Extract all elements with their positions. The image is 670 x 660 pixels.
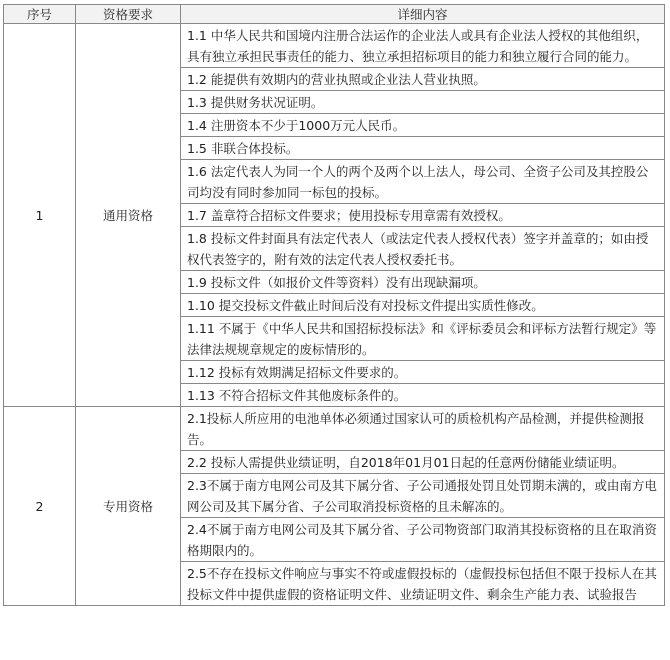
header-index: 序号 [4,5,76,24]
row-qualification: 通用资格 [76,24,181,407]
detail-item: 2.3不属于南方电网公司及其下属分省、子公司通报处罚且处罚期未满的，或由南方电网公司及其下属分省、子公司取消投标资格的且未解冻的。 [181,474,664,518]
table-row [4,407,665,606]
detail-item: 1.3 提供财务状况证明。 [181,91,664,114]
detail-item: 1.4 注册资本不少于1000万元人民币。 [181,114,664,137]
table-row [4,24,665,407]
row-index: 2 [4,407,76,606]
qualification-table [3,4,665,606]
detail-item: 1.8 投标文件封面具有法定代表人（或法定代表人授权代表）签字并盖章的；如由授权代表签字的，附有效的法定代表人授权委托书。 [181,227,664,271]
detail-item: 2.4不属于南方电网公司及其下属分省、子公司物资部门取消其投标资格的且在取消资格期限内的。 [181,518,664,562]
detail-item: 1.6 法定代表人为同一个人的两个及两个以上法人，母公司、全资子公司及其控股公司均没有同时参加同一标包的投标。 [181,160,664,204]
detail-item: 2.5不存在投标文件响应与事实不符或虚假投标的（虚假投标包括但不限于投标人在其投标文件中提供虚假的资格证明文件、业绩证明文件、剩余生产能力表、试验报告 [187,566,657,602]
detail-item: 1.9 投标文件（如报价文件等资料）没有出现缺漏项。 [181,271,664,294]
detail-item: 1.2 能提供有效期内的营业执照或企业法人营业执照。 [181,68,664,91]
detail-item: 2.1投标人所应用的电池单体必须通过国家认可的质检机构产品检测，并提供检测报告。 [181,407,664,451]
row-detail [181,24,665,407]
detail-item: 1.1 中华人民共和国境内注册合法运作的企业法人或具有企业法人授权的其他组织，具有独立承担民事责任的能力、独立承担招标项目的能力和独立履行合同的能力。 [181,24,664,68]
detail-item: 1.11 不属于《中华人民共和国招标投标法》和《评标委员会和评标方法暂行规定》等法律法规规章规定的废标情形的。 [181,317,664,361]
header-row [4,5,665,24]
row-detail [181,407,665,606]
detail-item: 1.10 提交投标文件截止时间后没有对投标文件提出实质性修改。 [181,294,664,317]
header-qualification: 资格要求 [76,5,181,24]
detail-item: 1.5 非联合体投标。 [181,137,664,160]
header-detail: 详细内容 [181,5,665,24]
detail-item: 1.13 不符合招标文件其他废标条件的。 [187,388,407,403]
detail-item: 1.12 投标有效期满足招标文件要求的。 [181,361,664,384]
row-qualification: 专用资格 [76,407,181,606]
detail-item: 1.7 盖章符合招标文件要求；使用投标专用章需有效授权。 [181,204,664,227]
detail-item: 2.2 投标人需提供业绩证明，自2018年01月01日起的任意两份储能业绩证明。 [181,451,664,474]
row-index: 1 [4,24,76,407]
